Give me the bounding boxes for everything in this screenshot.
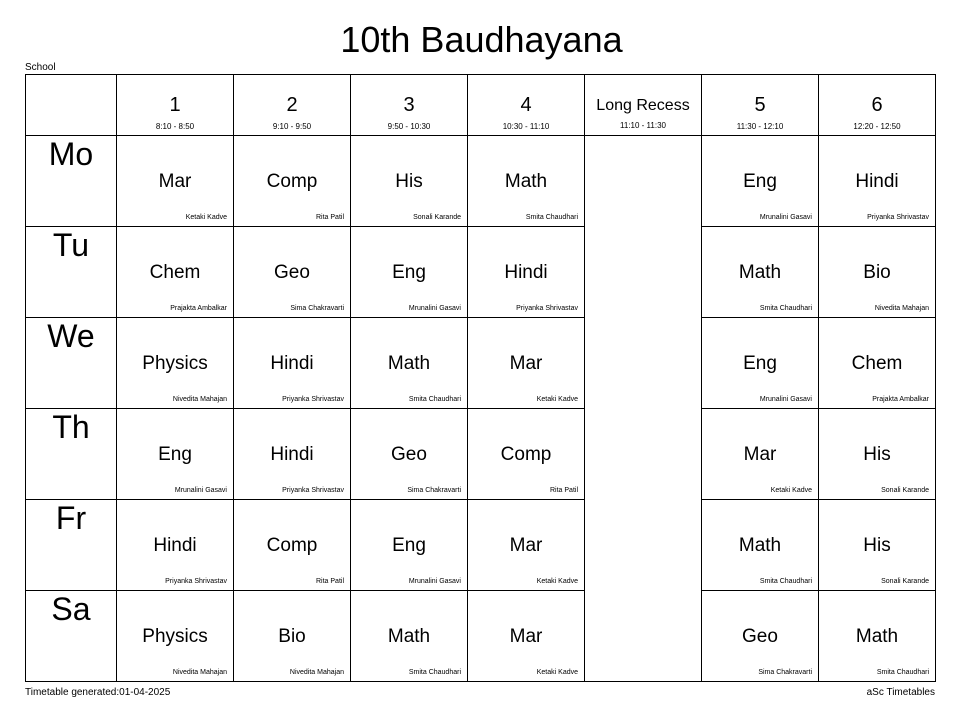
lesson-cell [702, 318, 819, 409]
lesson-teacher: Sonali Karande [881, 487, 929, 494]
period-time: 10:30 - 11:10 [502, 122, 550, 131]
lesson-teacher: Rita Patil [315, 214, 344, 221]
brand-label: aSc Timetables [866, 687, 935, 698]
lesson-teacher: Smita Chaudhari [408, 669, 461, 676]
lesson-cell [234, 591, 351, 682]
lesson-subject: Mar [509, 353, 543, 374]
generated-date: Timetable generated:01-04-2025 [25, 687, 171, 698]
lesson-cell [468, 318, 585, 409]
period-label: 1 [169, 94, 181, 116]
lesson-teacher: Mrunalini Gasavi [759, 396, 812, 403]
day-row-mo [26, 136, 936, 227]
lesson-cell [351, 591, 468, 682]
school-label: School [25, 62, 56, 73]
lesson-teacher: Ketaki Kadve [185, 214, 227, 221]
lesson-cell [702, 591, 819, 682]
period-label: 3 [403, 94, 415, 116]
lesson-subject: Comp [500, 444, 552, 465]
lesson-cell [117, 318, 234, 409]
page-title: 10th Baudhayana [340, 19, 623, 60]
lesson-subject: Eng [392, 262, 426, 283]
corner-cell [26, 75, 117, 136]
period-header-long-recess [585, 75, 702, 136]
lesson-subject: Geo [274, 262, 310, 283]
lesson-cell [819, 136, 936, 227]
lesson-cell [117, 227, 234, 318]
lesson-teacher: Mrunalini Gasavi [174, 487, 227, 494]
lesson-teacher: Sima Chakravarti [407, 487, 461, 494]
lesson-teacher: Ketaki Kadve [536, 578, 578, 585]
period-header-row [26, 75, 936, 136]
lesson-cell [468, 591, 585, 682]
lesson-cell [468, 409, 585, 500]
period-header-1 [117, 75, 234, 136]
lesson-teacher: Nivedita Mahajan [172, 669, 227, 676]
lesson-cell [819, 227, 936, 318]
lesson-teacher: Sonali Karande [881, 578, 929, 585]
lesson-cell [234, 500, 351, 591]
lesson-teacher: Smita Chaudhari [408, 396, 461, 403]
lesson-teacher: Smita Chaudhari [876, 669, 929, 676]
lesson-cell [234, 136, 351, 227]
lesson-subject: Bio [863, 262, 891, 283]
lesson-teacher: Nivedita Mahajan [172, 396, 227, 403]
day-cell [26, 500, 117, 591]
lesson-subject: Mar [509, 626, 543, 647]
period-time: 12:20 - 12:50 [853, 122, 901, 131]
period-header-6 [819, 75, 936, 136]
lesson-subject: Hindi [270, 444, 314, 465]
lesson-teacher: Rita Patil [315, 578, 344, 585]
period-time: 11:10 - 11:30 [620, 121, 666, 130]
lesson-subject: Math [738, 262, 782, 283]
period-time: 11:30 - 12:10 [736, 122, 784, 131]
lesson-subject: Geo [742, 626, 778, 647]
period-label: 2 [286, 94, 298, 116]
lesson-teacher: Ketaki Kadve [536, 396, 578, 403]
lesson-subject: Math [738, 535, 782, 556]
lesson-subject: Physics [142, 353, 208, 374]
lesson-cell [351, 227, 468, 318]
lesson-subject: Hindi [855, 171, 899, 192]
lesson-cell [468, 227, 585, 318]
lesson-teacher: Smita Chaudhari [525, 214, 578, 221]
lesson-subject: Mar [509, 535, 543, 556]
lesson-cell [468, 136, 585, 227]
day-row-we [26, 318, 936, 409]
lesson-teacher: Mrunalini Gasavi [408, 305, 461, 312]
day-cell [26, 227, 117, 318]
lesson-teacher: Priyanka Shrivastav [516, 305, 578, 312]
day-label: We [47, 318, 95, 354]
lesson-cell [819, 500, 936, 591]
lesson-cell [117, 500, 234, 591]
timetable-grid [25, 74, 936, 682]
lesson-teacher: Sonali Karande [413, 214, 461, 221]
lesson-cell [351, 409, 468, 500]
day-cell [26, 591, 117, 682]
lesson-subject: Hindi [270, 353, 314, 374]
lesson-teacher: Sima Chakravarti [758, 669, 812, 676]
day-label: Tu [52, 227, 90, 263]
lesson-subject: Hindi [504, 262, 548, 283]
lesson-teacher: Ketaki Kadve [536, 669, 578, 676]
lesson-subject: His [863, 535, 891, 556]
lesson-cell [819, 591, 936, 682]
day-label: Mo [48, 136, 94, 172]
lesson-cell [819, 318, 936, 409]
long-recess-cell [585, 136, 702, 682]
day-row-tu [26, 227, 936, 318]
lesson-teacher: Priyanka Shrivastav [282, 396, 344, 403]
period-header-4 [468, 75, 585, 136]
day-label: Th [52, 409, 90, 445]
lesson-subject: Eng [392, 535, 426, 556]
lesson-teacher: Priyanka Shrivastav [282, 487, 344, 494]
period-time: 9:10 - 9:50 [272, 122, 312, 131]
day-row-sa [26, 591, 936, 682]
lesson-cell [702, 227, 819, 318]
lesson-subject: Math [387, 353, 431, 374]
period-label: 6 [871, 94, 883, 116]
lesson-subject: Comp [266, 171, 318, 192]
lesson-subject: His [863, 444, 891, 465]
day-row-th [26, 409, 936, 500]
lesson-subject: Chem [149, 262, 201, 283]
lesson-teacher: Smita Chaudhari [759, 578, 812, 585]
lesson-teacher: Priyanka Shrivastav [165, 578, 227, 585]
lesson-cell [702, 409, 819, 500]
lesson-cell [351, 500, 468, 591]
lesson-teacher: Sima Chakravarti [290, 305, 344, 312]
period-time: 8:10 - 8:50 [155, 122, 195, 131]
lesson-teacher: Rita Patil [549, 487, 578, 494]
period-header-5 [702, 75, 819, 136]
day-cell [26, 136, 117, 227]
lesson-cell [819, 409, 936, 500]
period-label: 4 [520, 94, 532, 116]
lesson-teacher: Mrunalini Gasavi [759, 214, 812, 221]
lesson-subject: Geo [391, 444, 427, 465]
lesson-subject: Math [504, 171, 548, 192]
lesson-cell [351, 318, 468, 409]
lesson-cell [234, 227, 351, 318]
day-label: Sa [51, 591, 91, 627]
lesson-subject: Physics [142, 626, 208, 647]
lesson-subject: Eng [743, 171, 777, 192]
day-row-fr [26, 500, 936, 591]
lesson-cell [351, 136, 468, 227]
period-header-3 [351, 75, 468, 136]
period-time: 9:50 - 10:30 [387, 122, 431, 131]
lesson-cell [702, 136, 819, 227]
period-header-2 [234, 75, 351, 136]
lesson-cell [468, 500, 585, 591]
lesson-cell [702, 500, 819, 591]
lesson-teacher: Priyanka Shrivastav [867, 214, 929, 221]
period-label: Long Recess [596, 97, 690, 114]
lesson-teacher: Ketaki Kadve [770, 487, 812, 494]
lesson-teacher: Mrunalini Gasavi [408, 578, 461, 585]
lesson-cell [117, 409, 234, 500]
lesson-cell [234, 318, 351, 409]
lesson-subject: Math [855, 626, 899, 647]
period-label: 5 [754, 94, 766, 116]
lesson-cell [117, 591, 234, 682]
lesson-subject: Hindi [153, 535, 197, 556]
lesson-teacher: Prajakta Ambalkar [872, 396, 929, 403]
day-cell [26, 409, 117, 500]
lesson-subject: Mar [743, 444, 777, 465]
day-cell [26, 318, 117, 409]
lesson-subject: Eng [743, 353, 777, 374]
lesson-subject: Mar [158, 171, 192, 192]
lesson-subject: Math [387, 626, 431, 647]
lesson-cell [117, 136, 234, 227]
lesson-subject: Bio [278, 626, 306, 647]
lesson-teacher: Nivedita Mahajan [874, 305, 929, 312]
lesson-subject: His [395, 171, 423, 192]
lesson-cell [234, 409, 351, 500]
lesson-teacher: Prajakta Ambalkar [170, 305, 227, 312]
lesson-teacher: Smita Chaudhari [759, 305, 812, 312]
lesson-subject: Comp [266, 535, 318, 556]
lesson-subject: Chem [851, 353, 903, 374]
lesson-teacher: Nivedita Mahajan [289, 669, 344, 676]
day-label: Fr [55, 500, 87, 536]
lesson-subject: Eng [158, 444, 192, 465]
